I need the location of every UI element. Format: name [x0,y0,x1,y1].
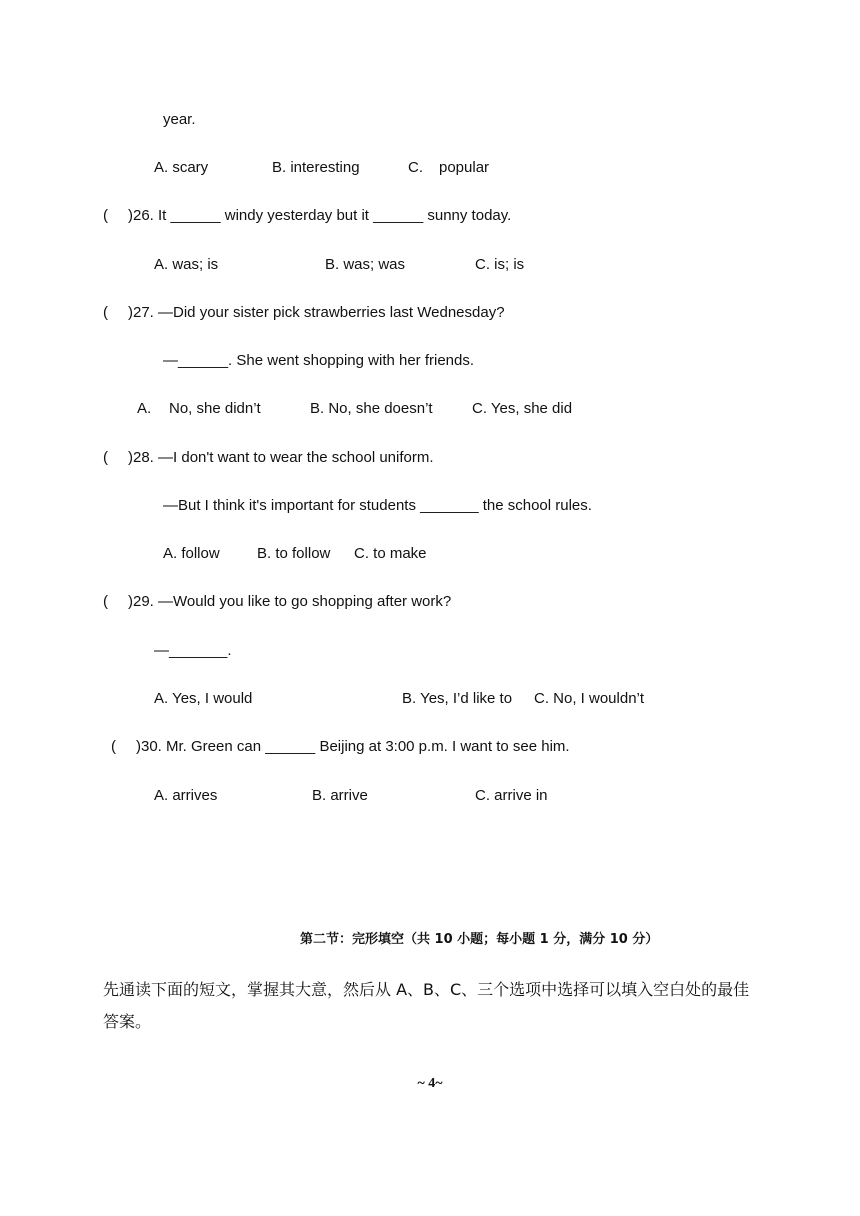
q29-option-a: A. Yes, I would [154,690,253,707]
q25-option-a: A. scary [154,159,209,176]
section-heading: 第二节：完形填空（共 10 小题；每小题 1 分，满分 10 分） [300,932,659,947]
q30-option-b: B. arrive [312,787,368,804]
q29-option-c: C. No, I wouldn’t [534,690,645,707]
q27-option-c: C. Yes, she did [472,400,573,417]
q30-answer-paren: ( [111,738,116,755]
section-instructions: 先通读下面的短文，掌握其大意，然后从 A、B、C、三个选项中选择可以填入空白处的最佳答案。 [103,980,750,1031]
q29-response: —_______. [154,642,232,659]
q28-option-b: B. to follow [257,545,331,562]
q29-answer-paren: ( [103,593,108,610]
q26-option-c: C. is; is [475,256,525,273]
q27-stem: )27. —Did your sister pick strawberries last Wednesday? [128,304,505,321]
q26-stem: )26. It ______ windy yesterday but it ______ sunny today. [128,207,512,224]
q28-response: —But I think it's important for students _______ the school rules. [163,497,592,514]
q27-response: —______. She went shopping with her friends. [163,352,475,369]
q25-option-c-text: popular [439,159,490,176]
q30-option-a: A. arrives [154,787,218,804]
q28-option-c: C. to make [354,545,427,562]
q29-option-b: B. Yes, I’d like to [402,690,513,707]
q26-answer-paren: ( [103,207,108,224]
q25-stem-continuation: year. [163,111,196,128]
q25-option-b: B. interesting [272,159,360,176]
q28-stem: )28. —I don't want to wear the school uniform. [128,449,434,466]
q27-option-b: B. No, she doesn’t [310,400,433,417]
q28-answer-paren: ( [103,449,108,466]
q27-option-a-letter: A. [137,400,152,417]
q27-answer-paren: ( [103,304,108,321]
q25-option-c-letter: C. [408,159,423,176]
q27-option-a-text: No, she didn’t [169,400,261,417]
q29-stem: )29. —Would you like to go shopping after work? [128,593,452,610]
q26-option-b: B. was; was [325,256,406,273]
q30-option-c: C. arrive in [475,787,548,804]
q28-option-a: A. follow [163,545,220,562]
page-number: ~ 4~ [417,1076,443,1091]
q30-stem: )30. Mr. Green can ______ Beijing at 3:00 p.m. I want to see him. [136,738,570,755]
q26-option-a: A. was; is [154,256,219,273]
